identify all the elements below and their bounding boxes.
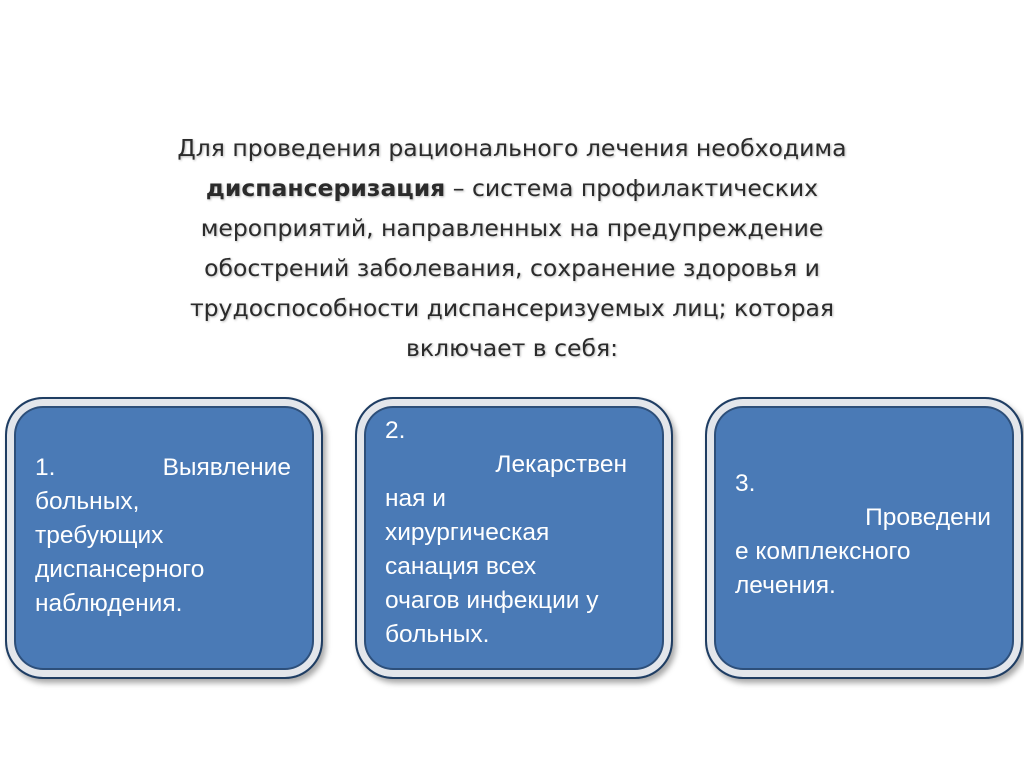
card-detection xyxy=(5,397,323,679)
card-2-line-4: санация всех xyxy=(385,553,537,580)
intro-line-6: включает в себя: xyxy=(406,334,618,362)
card-2-line-5: очагов инфекции у xyxy=(385,587,599,614)
intro-line-2 xyxy=(120,168,904,208)
intro-text xyxy=(120,128,904,368)
card-1-line-5: наблюдения. xyxy=(35,590,183,617)
card-1-number: 1. xyxy=(35,454,56,481)
card-3-text xyxy=(735,467,991,603)
card-1-line-3: требующих xyxy=(35,522,164,549)
card-1-text xyxy=(35,451,291,621)
card-2-number: 2. xyxy=(385,417,406,444)
card-2-line-2: ная и xyxy=(385,485,446,512)
card-3-line-1: Проведени xyxy=(865,504,991,531)
card-2-line-1: Лекарствен xyxy=(495,451,627,478)
card-1-first-line xyxy=(35,451,291,485)
intro-line-3: мероприятий, направленных на предупреждение xyxy=(200,214,824,242)
card-3-number: 3. xyxy=(735,470,756,497)
intro-line-5: трудоспособности диспансеризуемых лиц; которая xyxy=(189,294,835,322)
card-1-line-4: диспансерного xyxy=(35,556,205,583)
card-2-text xyxy=(385,414,641,652)
card-treatment xyxy=(705,397,1023,679)
intro-term: диспансеризация xyxy=(205,174,446,202)
card-1-line-1: Выявление xyxy=(162,454,291,481)
card-3-line-2: е комплексного xyxy=(735,538,911,565)
card-2-line-3: хирургическая xyxy=(385,519,550,546)
intro-line-2-rest: – система профилактических xyxy=(445,174,819,202)
card-2-line-6: больных. xyxy=(385,621,490,648)
card-sanation xyxy=(355,397,673,679)
intro-line-4: обострений заболевания, сохранение здоровья и xyxy=(204,254,820,282)
card-3-line-3: лечения. xyxy=(735,572,836,599)
card-1-line-2: больных, xyxy=(35,488,140,515)
intro-line-1: Для проведения рационального лечения необходима xyxy=(177,134,847,162)
